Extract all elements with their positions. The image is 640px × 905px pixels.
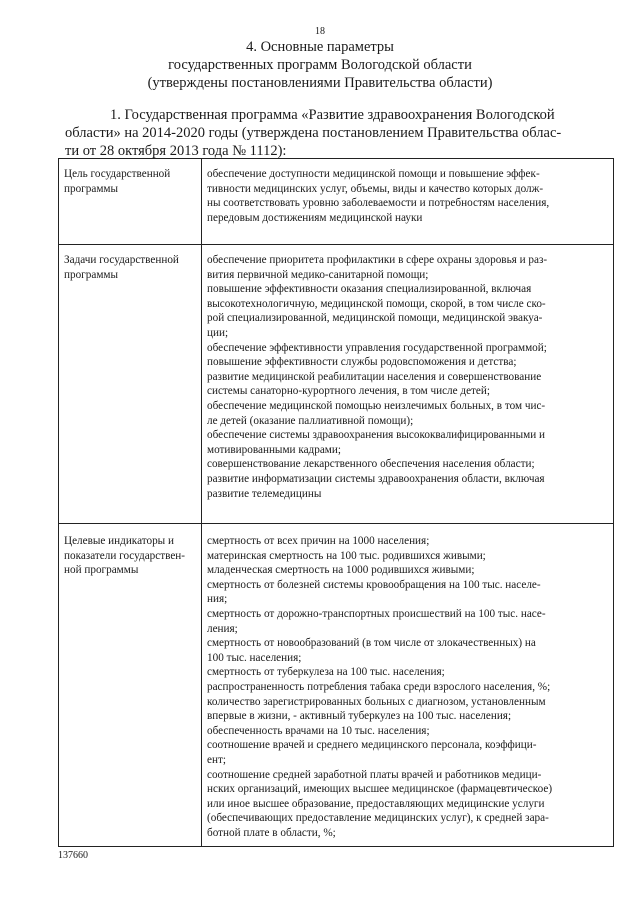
row-content-line: распространенность потребления табака среди взрослого населения, %; [207,680,551,693]
row-label-line: Задачи государственной [64,254,179,266]
row-content-line: смертность от туберкулеза на 100 тыс. населения; [207,666,445,679]
row-content-cell [202,524,614,847]
row-content-line: младенческая смертность на 1000 родившихся живыми; [207,564,475,577]
row-content-line: ент; [207,753,226,766]
row-label-line: программы [64,182,118,195]
row-content-line: ны соответствовать уровню заболеваемости и потребностям населения, [207,197,550,210]
row-content-line: смертность от дорожно-транспортных происшествий на 100 тыс. насе- [207,607,546,620]
row-content-line: развитие телемедицины [207,487,322,500]
program-title [65,106,598,160]
row-content-line: или иное высшее образование, предоставляющих медицинские услуги [207,797,545,810]
row-content-line: ния; [207,593,228,606]
program-title-line: области» на 2014-2020 годы (утверждена постановлением Правительства облас- [65,125,562,141]
row-content-line: ле детей (оказание паллиативной помощи); [207,414,414,427]
row-label-line: Целевые индикаторы и [64,535,174,547]
row-content-line: 100 тыс. населения; [207,651,302,664]
row-content-line: вития первичной медико-санитарной помощи; [207,268,429,281]
row-content-line: количество зарегистрированных больных с диагнозом, установленным [207,695,546,708]
row-content-line: обеспеченность врачами на 10 тыс. населения; [207,724,430,737]
row-content-line: ботной плате в области, %; [207,826,336,839]
row-content-line: высокотехнологичную, медицинской помощи, скорой, в том числе ско- [207,297,546,310]
row-label-cell [59,159,202,245]
row-content-line: обеспечение эффективности управления государственной программой; [207,341,547,354]
row-content-line: рой специализированной, медицинской помощи, медицинской эвакуа- [207,312,543,325]
row-content-line: смертность от болезней системы кровообращения на 100 тыс. населе- [207,578,541,591]
row-content-line: повышение эффективности службы родовспоможения и детства; [207,356,517,369]
row-content-line: материнская смертность на 100 тыс. родившихся живыми; [207,549,486,562]
program-title-line: ти от 28 октября 2013 года № 1112): [65,143,287,159]
page-number: 18 [315,26,325,37]
row-content-cell [202,159,614,245]
row-content-line: нских организаций, имеющих высшее медицинское (фармацевтическое) [207,783,553,796]
row-content-line: обеспечение системы здравоохранения высококвалифицированными и [207,429,545,442]
row-content-line: системы санаторно-курортного лечения, в том числе детей; [207,385,490,398]
row-content-line: ления; [207,622,238,635]
row-content-line: впервые в жизни, - активный туберкулез на 100 тыс. населения; [207,710,512,723]
document-code: 137660 [58,850,88,861]
row-content-line: обеспечение медицинской помощью неизлечимых больных, в том чис- [207,399,546,412]
row-content-line: совершенствование лекарственного обеспечения населения области; [207,458,535,471]
row-label-cell [59,245,202,524]
row-content-line: смертность от всех причин на 1000 населения; [207,535,430,547]
row-content-line: соотношение врачей и среднего медицинского персонала, коэффици- [207,739,537,752]
section-heading [0,38,640,92]
row-content-line: передовым достижениям медицинской науки [207,211,423,224]
row-label-line: Цель государственной [64,168,171,180]
row-content-line: развитие медицинской реабилитации населения и совершенствование [207,370,542,383]
row-content-line: мотивированными кадрами; [207,443,341,456]
table-row [59,524,614,847]
table-row [59,159,614,245]
row-label-cell [59,524,202,847]
row-label-line: программы [64,268,118,281]
row-content-line: повышение эффективности оказания специализированной, включая [207,283,532,296]
row-label-line: показатели государствен- [64,549,186,562]
program-parameters-table [58,158,614,847]
row-content-line: тивности медицинских услуг, объемы, виды и качество которых долж- [207,182,544,195]
row-content-line: развитие информатизации системы здравоохранения области, включая [207,472,545,485]
row-content-cell [202,245,614,524]
section-heading-line: (утверждены постановлениями Правительства области) [147,75,493,91]
row-content-line: (обеспечивающих предоставление медицинских услуг), к средней зара- [207,812,549,825]
section-heading-line: 4. Основные параметры [246,39,394,55]
row-content-line: ции; [207,326,229,339]
section-heading-line: государственных программ Вологодской области [168,57,472,73]
row-content-line: обеспечение доступности медицинской помощи и повышение эффек- [207,168,540,180]
program-title-line: 1. Государственная программа «Развитие здравоохранения Вологодской [110,107,555,123]
row-content-line: смертность от новообразований (в том числе от злокачественных) на [207,637,536,650]
row-content-line: соотношение средней заработной платы врачей и работников медици- [207,768,542,781]
row-content-line: обеспечение приоритета профилактики в сфере охраны здоровья и раз- [207,254,548,266]
table-row [59,245,614,524]
row-label-line: ной программы [64,564,139,577]
